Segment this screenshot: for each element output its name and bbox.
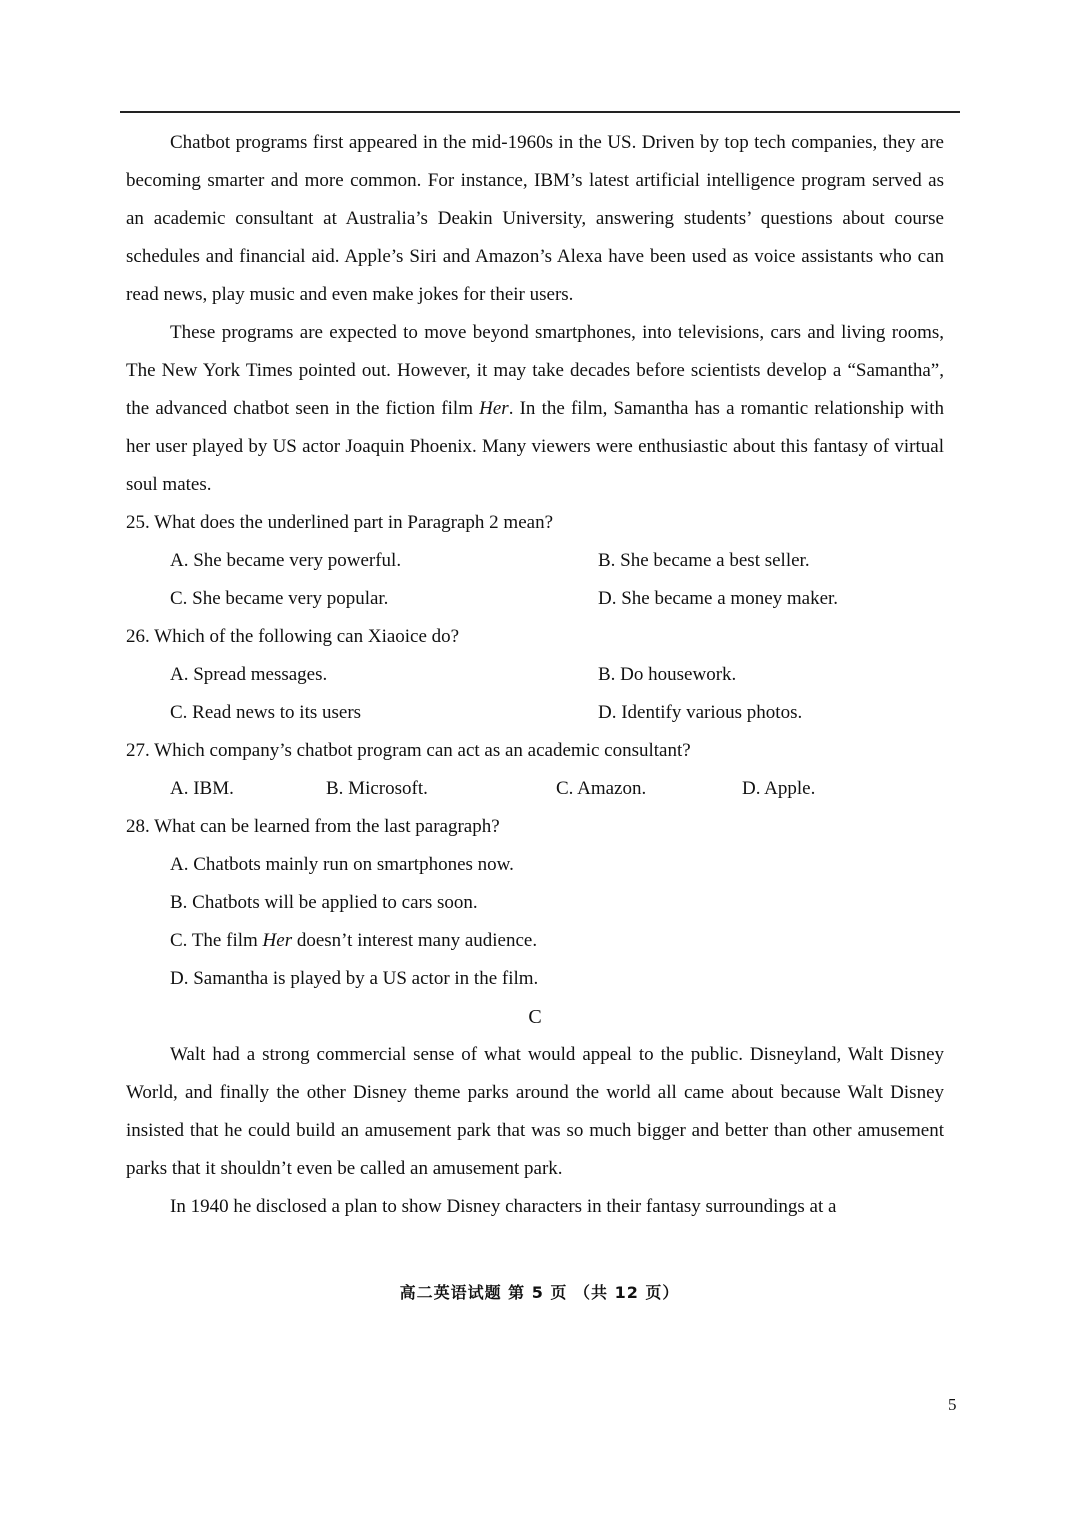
section-c-heading: C [528,1006,542,1028]
exam-page-footer: 高二英语试题 第 5 页 （共 12 页） [399,1283,680,1302]
q27-option-b: B. Microsoft. [326,778,428,799]
q28-option-c-start: C. The film [170,930,263,951]
q26-option-c: C. Read news to its users [170,702,362,723]
section-c-paragraph-2: In 1940 he disclosed a plan to show Disney characters in their fantasy surroundings at a [170,1196,837,1217]
q27-option-c: C. Amazon. [556,778,647,799]
question-25-options-row-1 [126,542,944,580]
section-c-paragraph-1: Walt had a strong commercial sense of what would appeal to the public. Disneyland, Walt Disney World, and finally the other Disney theme parks around the world all came about because Walt Disney insisted that he could build an amusement park that was so much bigger and better than other amusement parks that it shouldn’t even be called an amusement park. [126,1044,944,1179]
question-28-stem: 28. What can be learned from the last paragraph? [126,816,500,837]
page-number: 5 [948,1395,957,1414]
paragraph-2-text-end: . In the film, Samantha has a romantic relationship with her user played by US actor Joaquin Phoenix. Many viewers were enthusiastic about this fantasy of virtual soul mates. [126,398,944,495]
q28-option-d: D. Samantha is played by a US actor in the film. [170,968,539,989]
q28-option-b: B. Chatbots will be applied to cars soon. [170,892,478,913]
q26-option-b: B. Do housework. [598,664,737,685]
question-26-options-row-1 [126,656,944,694]
q27-option-a: A. IBM. [170,778,234,799]
film-title: Her [479,398,509,419]
paragraph-2-text-start: These programs are expected to move beyond smartphones, into televisions, cars and living rooms, The New York Times pointed out. However, it may take decades before scientists develop a “Samantha”, the advanced chatbot seen in the fiction film [126,322,944,419]
question-25-stem: 25. What does the underlined part in Paragraph 2 mean? [126,512,554,533]
q27-option-d: D. Apple. [742,778,816,799]
question-26-options-row-2 [126,694,944,732]
q28-option-c-end: doesn’t interest many audience. [292,930,538,951]
question-27-options [126,770,944,808]
question-27-stem: 27. Which company’s chatbot program can act as an academic consultant? [126,740,691,761]
q25-option-c: C. She became very popular. [170,588,389,609]
q26-option-a: A. Spread messages. [170,664,328,685]
q25-option-b: B. She became a best seller. [598,550,810,571]
q25-option-a: A. She became very powerful. [170,550,402,571]
q28-option-a: A. Chatbots mainly run on smartphones now. [170,854,514,875]
q26-option-d: D. Identify various photos. [598,702,803,723]
passage-b-paragraph-2 [126,314,944,504]
q25-option-d: D. She became a money maker. [598,588,839,609]
header-rule [120,111,960,113]
exam-content [126,124,944,1226]
question-26-stem: 26. Which of the following can Xiaoice do? [126,626,460,647]
question-25-options-row-2 [126,580,944,618]
q28-option-c [126,922,944,960]
q28-film-title: Her [262,930,293,951]
passage-b-paragraph-1: Chatbot programs first appeared in the mid-1960s in the US. Driven by top tech companies, they are becoming smarter and more common. For instance, IBM’s latest artificial intelligence program served as an academic consultant at Australia’s Deakin University, answering students’ questions about course schedules and financial aid. Apple’s Siri and Amazon’s Alexa have been used as voice assistants who can read news, play music and even make jokes for their users. [126,132,944,305]
